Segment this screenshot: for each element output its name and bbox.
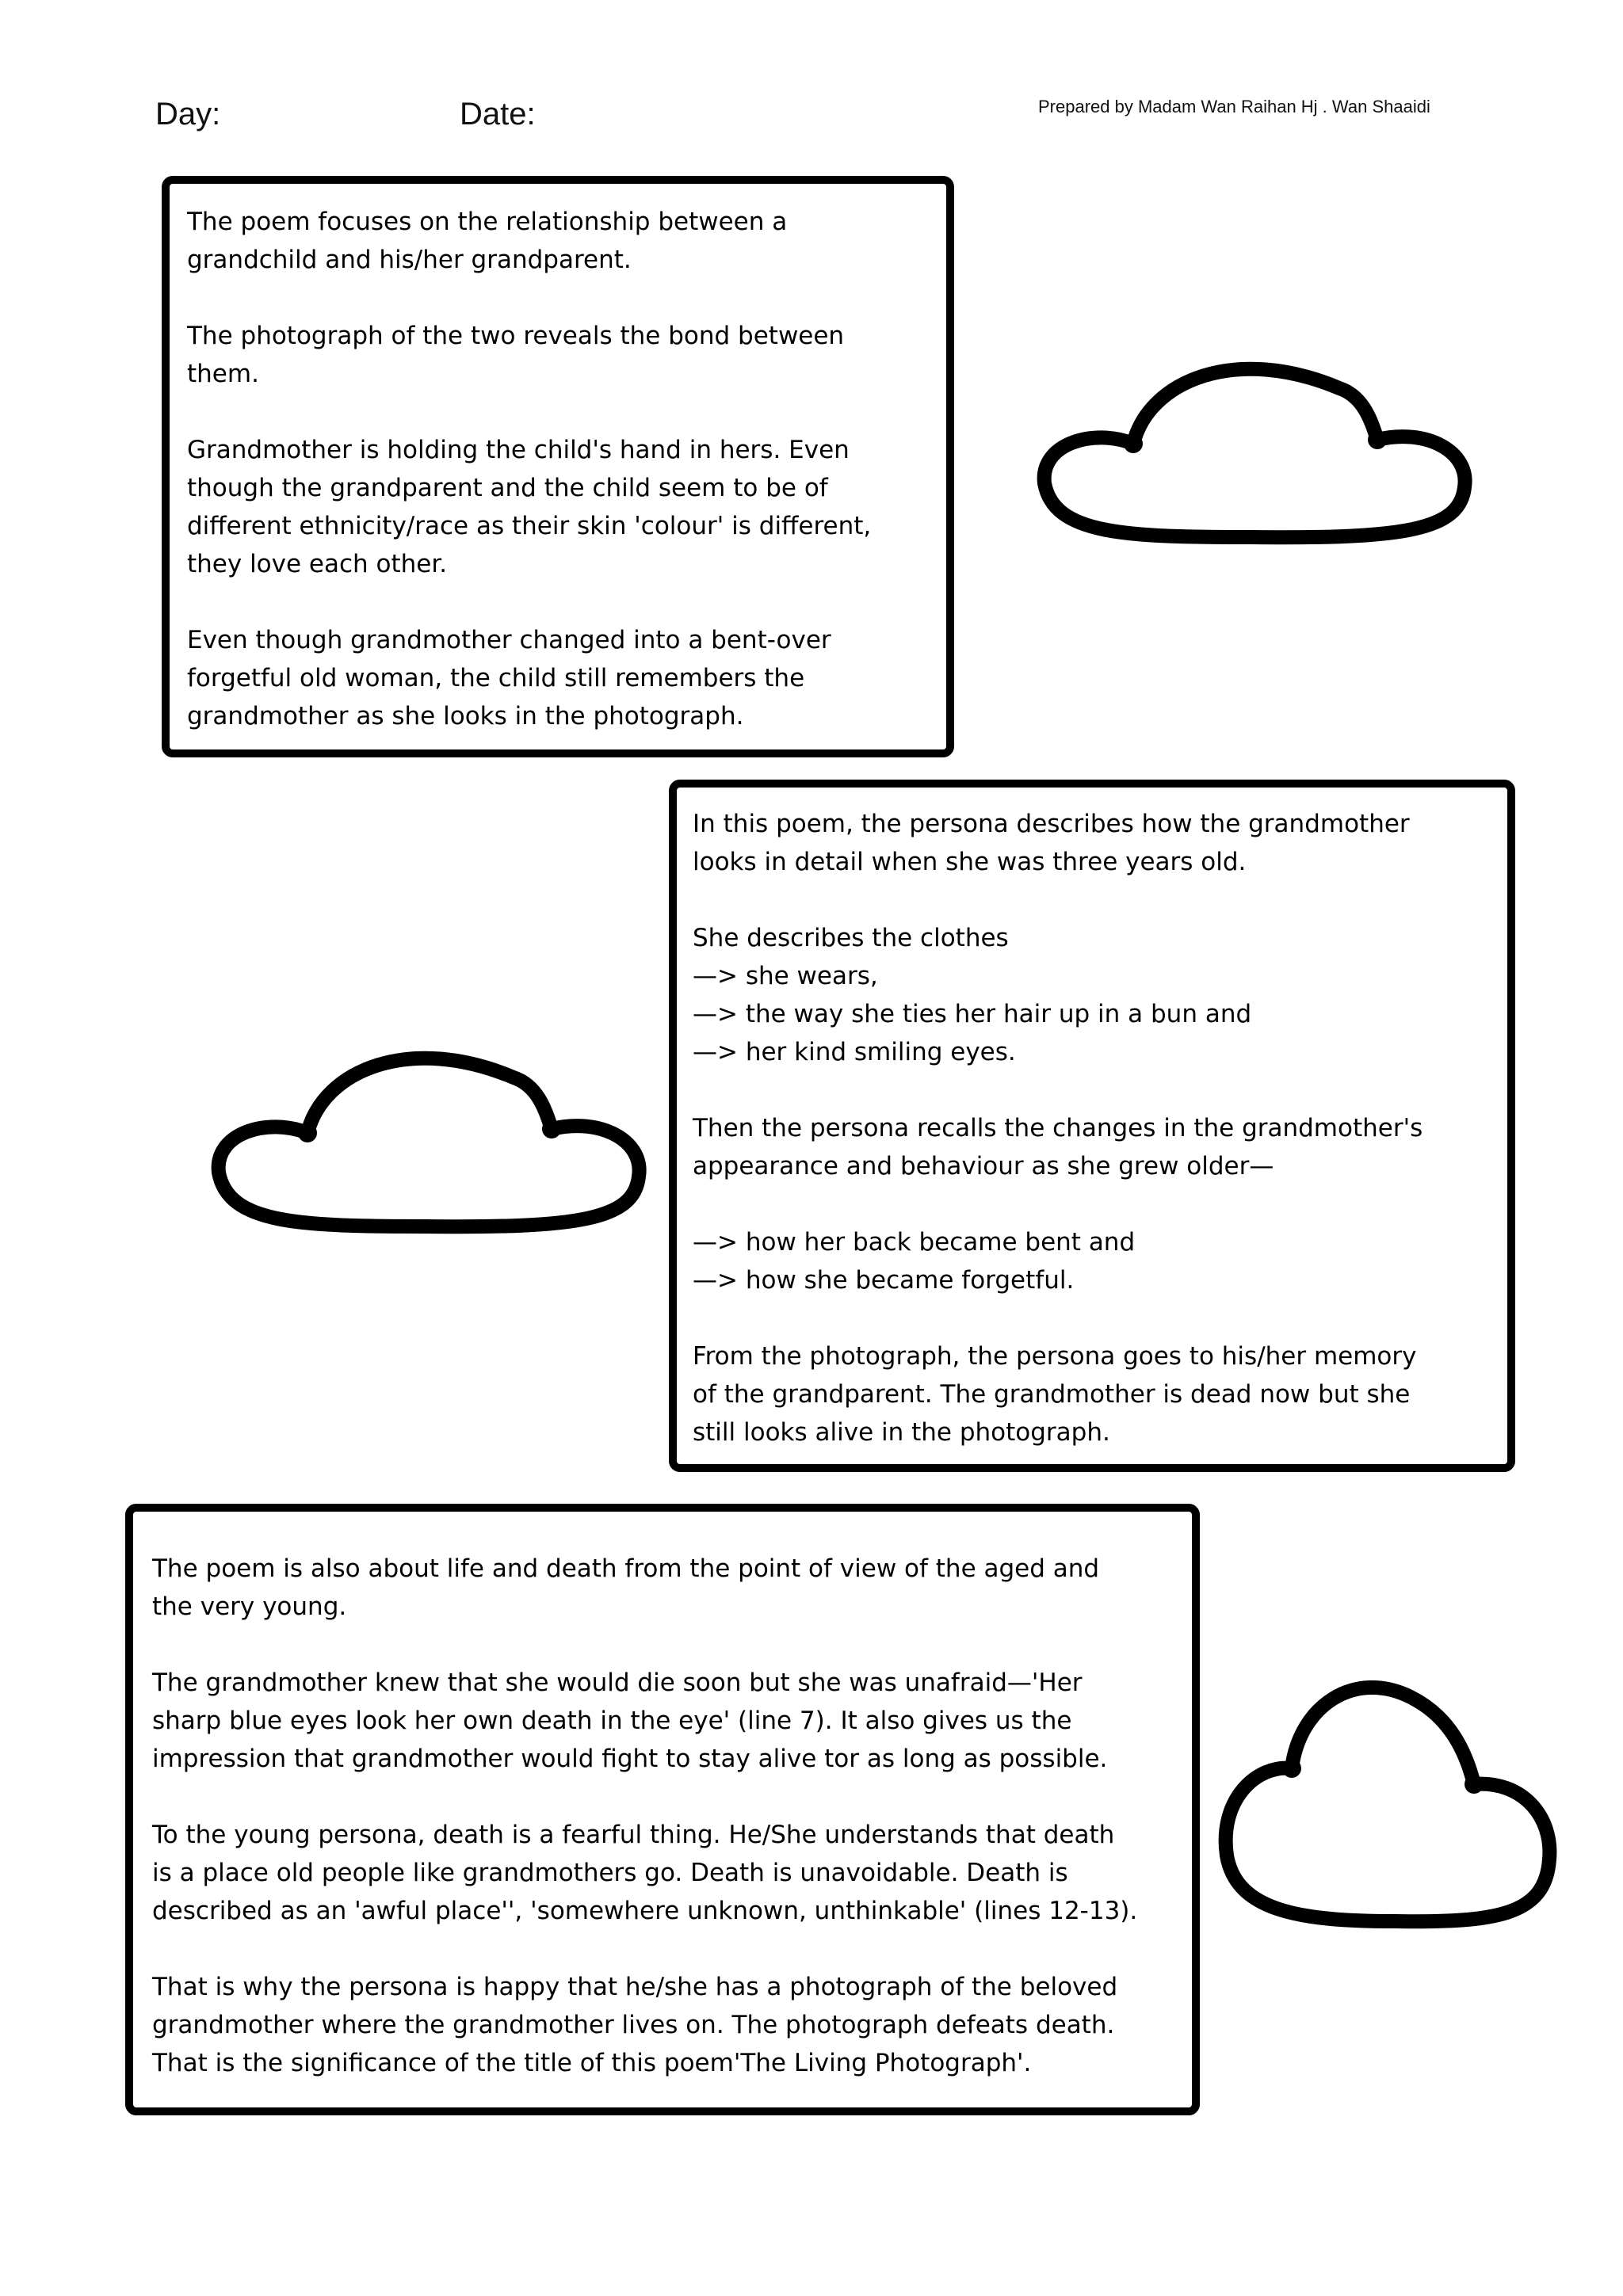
note-box-relationship [162,176,954,757]
paragraph: To the young persona, death is a fearful thing. He/She understands that death is a place old people like grandmothers go. Death is unavoidable. Death is described as an 'awful place'', 'somewhere unknown, unthinkable' (lines 12-13). [152,1821,1138,1925]
prepared-by-credit: Prepared by Madam Wan Raihan Hj . Wan Shaaidi [1038,97,1430,116]
paragraph: Even though grandmother changed into a bent-over forgetful old woman, the child still remembers the grandmother as she looks in the photograph. [187,626,831,730]
paragraph: From the photograph, the persona goes to his/her memory of the grandparent. The grandmother is dead now but she still looks alive in the photograph. [693,1342,1417,1447]
day-label: Day: [155,97,221,132]
paragraph: Grandmother is holding the child's hand in hers. Even though the grandparent and the child seem to be of different ethnicity/race as their skin 'colour' is different, they love each other. [187,436,872,578]
paragraph: In this poem, the persona describes how the grandmother looks in detail when she was three years old. [693,810,1410,876]
paragraph: The photograph of the two reveals the bond between them. [187,322,845,388]
cloud-icon [204,1038,656,1252]
paragraph: —> how her back became bent and —> how she became forgetful. [693,1228,1136,1295]
paragraph: Then the persona recalls the changes in the grandmother's appearance and behaviour as she grew older— [693,1114,1423,1180]
paragraph: The grandmother knew that she would die soon but she was unafraid—'Her sharp blue eyes look her own death in the eye' (line 7). It also gives us the impression that grandmother would fight to stay alive tor as long as possible. [152,1669,1108,1773]
paragraph: The poem focuses on the relationship between a grandchild and his/her grandparent. [187,208,788,274]
note-box-description [669,780,1515,1472]
note-box-life-and-death [125,1504,1200,2115]
date-label: Date: [460,97,536,132]
paragraph: She describes the clothes —> she wears, —> the way she ties her hair up in a bun and —> her kind smiling eyes. [693,924,1252,1066]
paragraph: That is why the persona is happy that he/she has a photograph of the beloved grandmother where the grandmother lives on. The photograph defeats death. That is the significance of the title of this poem'The Living Photograph'. [152,1973,1118,2077]
cloud-icon [1030,349,1482,563]
cloud-icon [1212,1673,1561,1943]
paragraph: The poem is also about life and death from the point of view of the aged and the very young. [152,1554,1100,1621]
